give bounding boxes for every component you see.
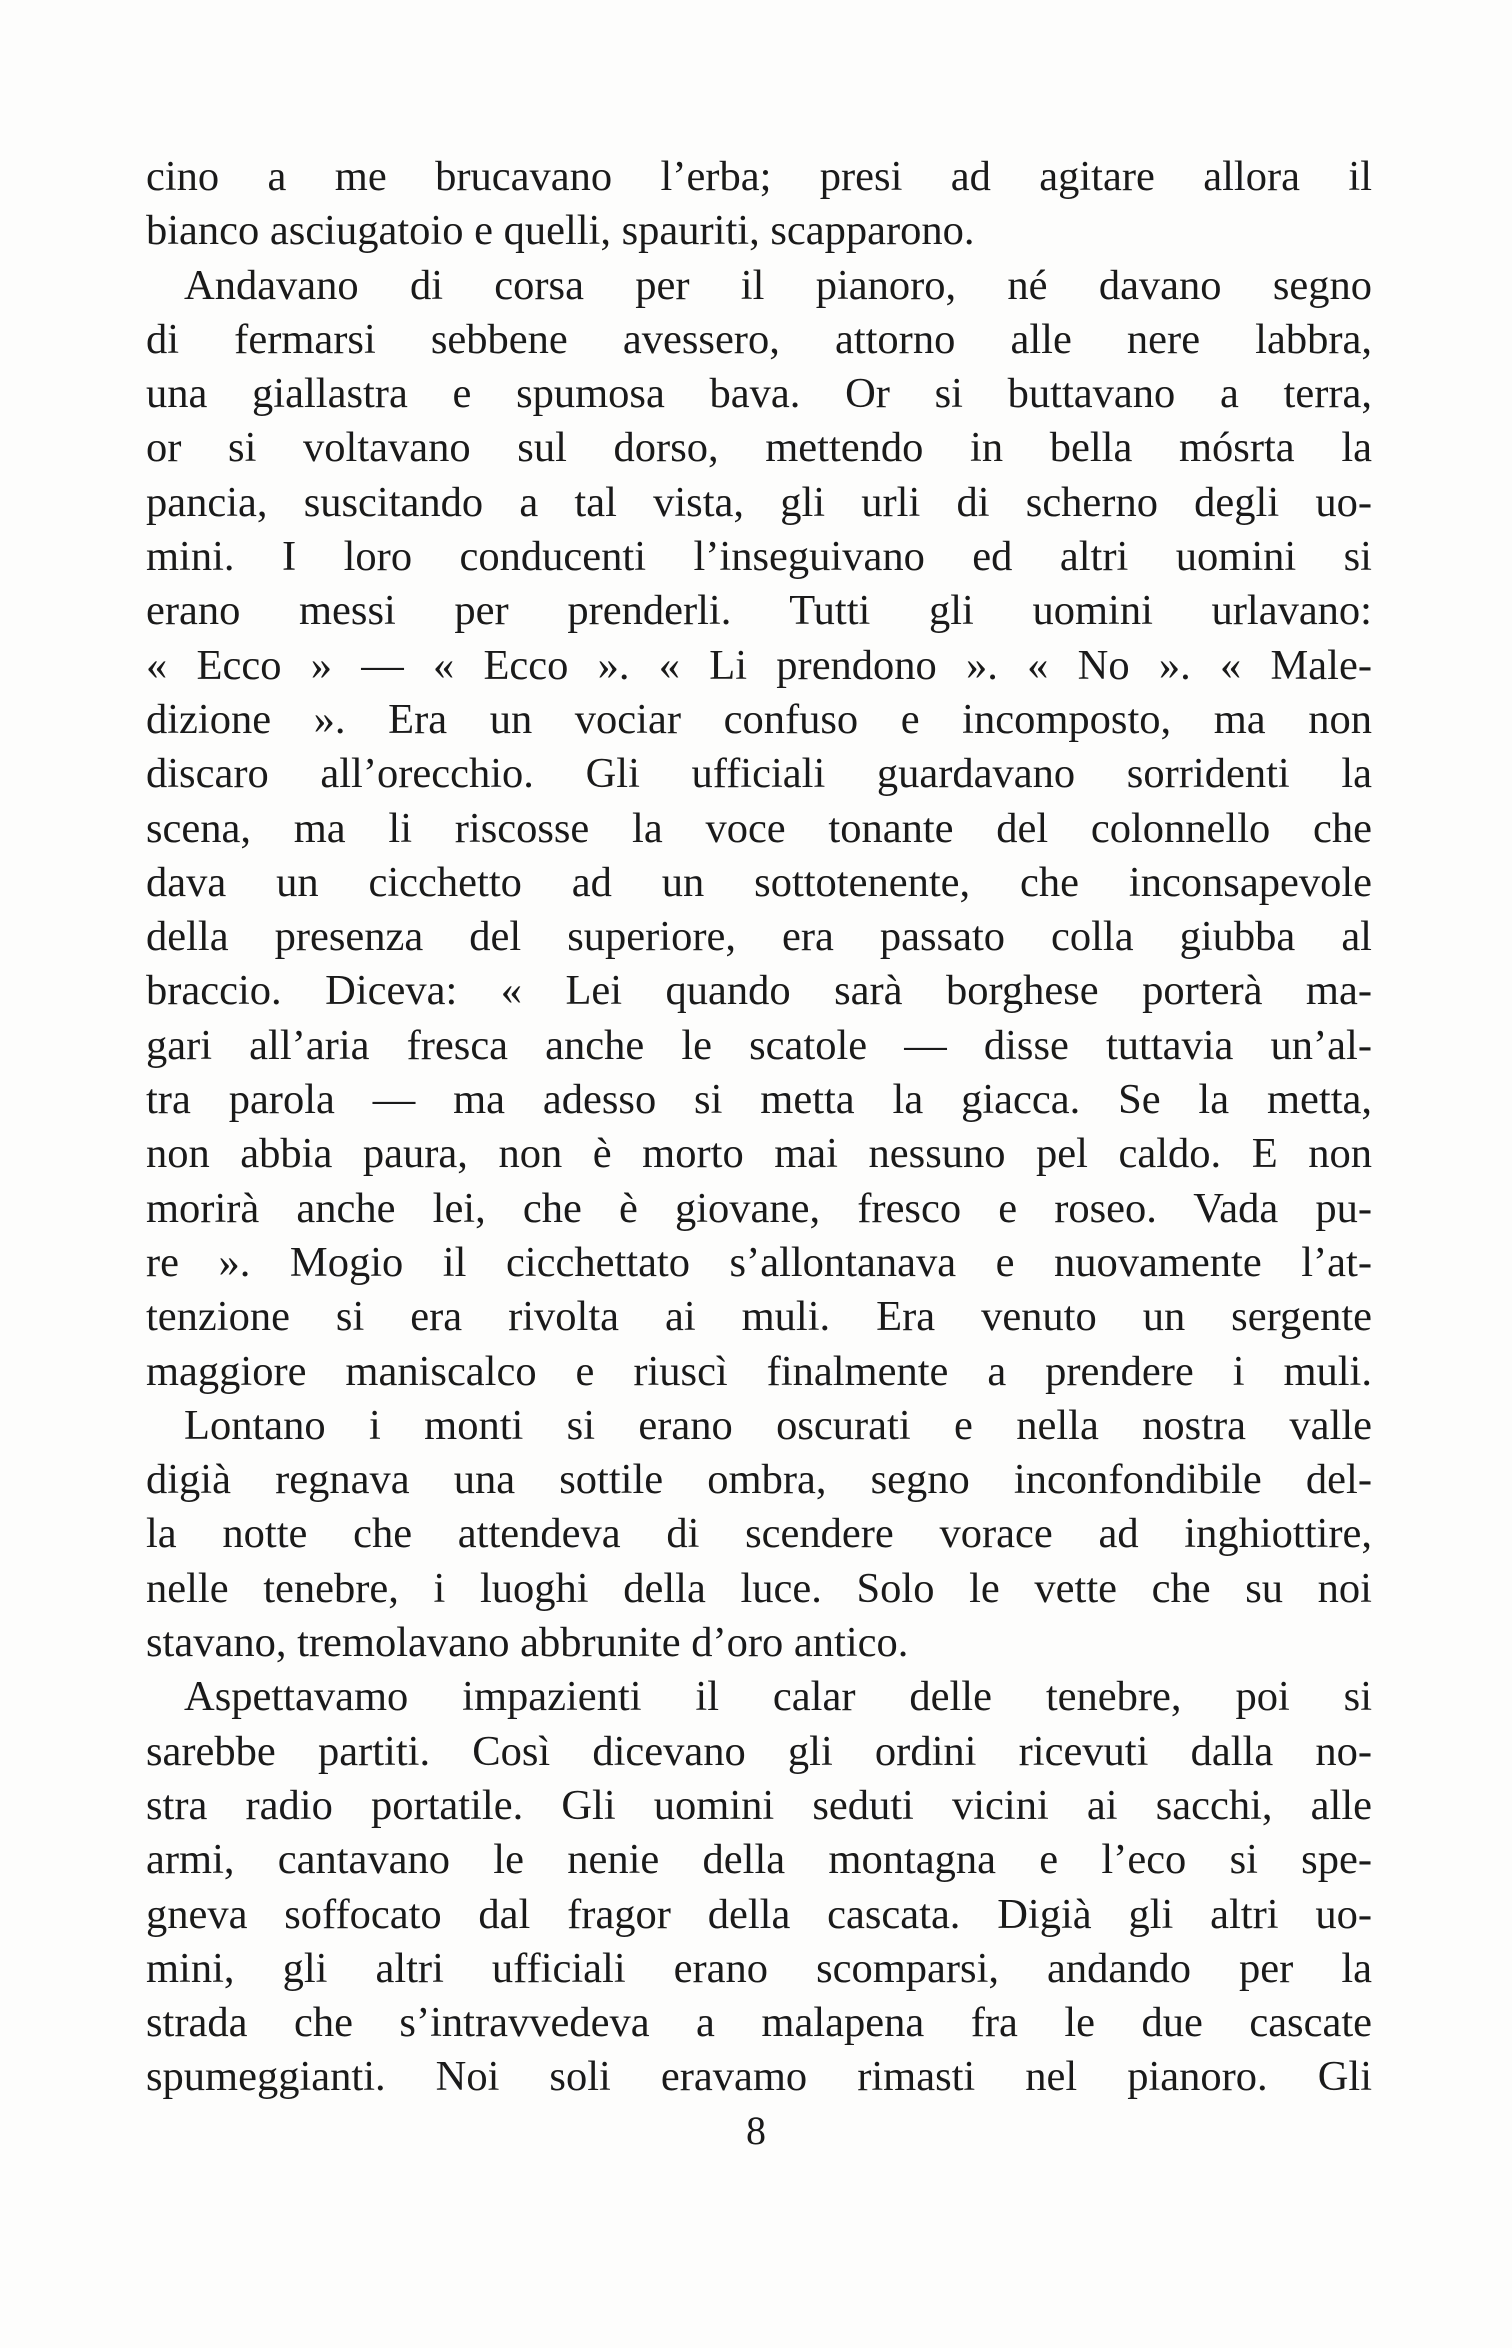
- text-line: cino a me brucavano l’erba; presi ad agitare allora il: [146, 153, 1372, 200]
- text-line: re ». Mogio il cicchettato s’allontanava e nuovamente l’at-: [146, 1238, 1372, 1286]
- text-line: erano messi per prenderli. Tutti gli uomini urlavano:: [146, 587, 1372, 635]
- text-line: dava un cicchetto ad un sottotenente, che inconsapevole: [146, 858, 1372, 906]
- text-line: mini, gli altri ufficiali erano scomparsi, andando per la: [146, 1944, 1372, 1992]
- text-line: Andavano di corsa per il pianoro, né davano segno: [184, 261, 1372, 309]
- text-line: stra radio portatile. Gli uomini seduti vicini ai sacchi, alle: [146, 1781, 1372, 1829]
- page-number: 8: [746, 2108, 766, 2153]
- text-line: armi, cantavano le nenie della montagna e l’eco si spe-: [146, 1836, 1372, 1884]
- text-line: spumeggianti. Noi soli eravamo rimasti nel pianoro. Gli: [146, 2053, 1372, 2101]
- text-line: nelle tenebre, i luoghi della luce. Solo le vette che su noi: [146, 1564, 1372, 1612]
- text-line: discaro all’orecchio. Gli ufficiali guardavano sorridenti la: [146, 750, 1372, 798]
- text-line: non abbia paura, non è morto mai nessuno pel caldo. E non: [146, 1130, 1372, 1178]
- text-line: una giallastra e spumosa bava. Or si buttavano a terra,: [146, 370, 1372, 418]
- text-line: Aspettavamo impazienti il calar delle tenebre, poi si: [184, 1673, 1372, 1721]
- text-line: digià regnava una sottile ombra, segno inconfondibile del-: [146, 1456, 1372, 1504]
- text-line: tenzione si era rivolta ai muli. Era venuto un sergente: [146, 1293, 1372, 1341]
- text-line: scena, ma li riscosse la voce tonante del colonnello che: [146, 804, 1372, 852]
- text-line: la notte che attendeva di scendere vorace ad inghiottire,: [146, 1510, 1372, 1558]
- text-line: braccio. Diceva: « Lei quando sarà borghese porterà ma-: [146, 967, 1372, 1015]
- text-line: della presenza del superiore, era passato colla giubba al: [146, 913, 1372, 961]
- text-line: or si voltavano sul dorso, mettendo in bella mósrta la: [146, 424, 1372, 472]
- text-line: di fermarsi sebbene avessero, attorno alle nere labbra,: [146, 315, 1372, 363]
- text-line: tra parola — ma adesso si metta la giacca. Se la metta,: [146, 1076, 1372, 1124]
- text-line: bianco asciugatoio e quelli, spauriti, scapparono.: [146, 207, 975, 255]
- text-line: maggiore maniscalco e riuscì finalmente a prendere i muli.: [146, 1347, 1372, 1395]
- text-line: gneva soffocato dal fragor della cascata. Digià gli altri uo-: [146, 1890, 1372, 1938]
- text-line: sarebbe partiti. Così dicevano gli ordini ricevuti dalla no-: [146, 1727, 1372, 1775]
- text-line: gari all’aria fresca anche le scatole — disse tuttavia un’al-: [146, 1021, 1372, 1069]
- text-line: stavano, tremolavano abbrunite d’oro antico.: [146, 1619, 909, 1667]
- text-line: Lontano i monti si erano oscurati e nella nostra valle: [184, 1401, 1372, 1449]
- text-line: mini. I loro conducenti l’inseguivano ed altri uomini si: [146, 533, 1372, 581]
- text-line: strada che s’intravvedeva a malapena fra le due cascate: [146, 1999, 1372, 2047]
- text-line: morirà anche lei, che è giovane, fresco e roseo. Vada pu-: [146, 1184, 1372, 1232]
- body-text: [146, 150, 1372, 2105]
- text-line: pancia, suscitando a tal vista, gli urli di scherno degli uo-: [146, 478, 1372, 526]
- text-line: « Ecco » — « Ecco ». « Li prendono ». « No ». « Male-: [146, 641, 1372, 689]
- text-line: dizione ». Era un vociar confuso e incomposto, ma non: [146, 695, 1372, 743]
